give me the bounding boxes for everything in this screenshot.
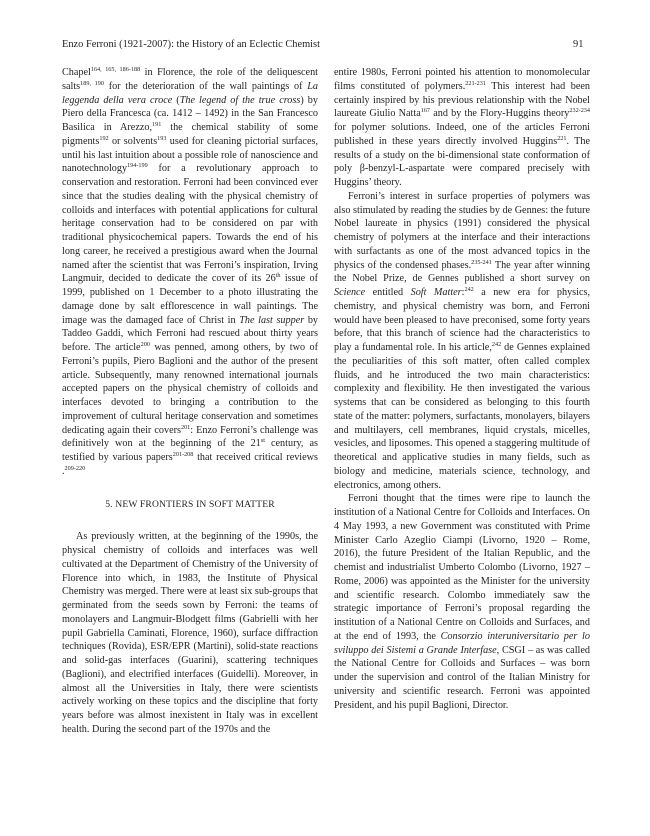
- paragraph: [334, 190, 590, 493]
- paragraph: [334, 66, 590, 190]
- italic-text: La leggenda della vera croce: [62, 80, 318, 106]
- citation-superscript: 167: [420, 107, 431, 115]
- section-heading: 5. NEW FRONTIERS IN SOFT MATTER: [105, 498, 275, 510]
- text-run: for the deterioration of the wall paintings of: [103, 80, 308, 92]
- citation-superscript: 164, 165, 186-188: [90, 66, 141, 73]
- left-column: [62, 66, 318, 737]
- text-run: and by the Flory-Huggins theory: [430, 108, 570, 120]
- text-run: As previously written, at the beginning of the 1990s, the physical chemistry of colloids and interfaces was well cultivated at the Department of Chemistry of the University of Florence into which, in 1983, the Institute of Physical Chemistry was merged. There were at least six sub-groups that germinated from the seeds sown by Ferroni: the teams of monolayers and Langmuir-Blodgett films (Gabrielli with her pupil Gabriella Caminati, Florence, 1960), surface diffraction techniques (Rovida), ESR/EPR (Martini), solid-state reactions and solid-gas interfaces (Guarini), scattering techniques (Baglioni), and electrified interfaces (Guidelli). Moreover, in almost all the Universities in Italy, there were scientists actively working on these topics and the discipline that forty years before was almost inexistent in Italy was in excellent health. During the second part of the 1970s and the: [62, 531, 318, 735]
- text-run: century, as testified by various papers: [62, 438, 319, 463]
- citation-superscript: 201-208: [172, 451, 194, 458]
- citation-superscript: 242: [464, 286, 474, 293]
- citation-superscript: 191: [152, 121, 162, 128]
- citation-superscript: st: [260, 437, 265, 445]
- citation-superscript: 201: [180, 423, 191, 431]
- citation-superscript: 232-234: [569, 107, 590, 115]
- text-run: . The results of a study on the bi-dimensional state conformation of poly β-benzyl-L-aspartate were compared precisely with Huggins’ theory.: [334, 135, 591, 188]
- text-run: (: [172, 94, 180, 106]
- text-run: entitled: [365, 287, 411, 298]
- text-run: Ferroni thought that the times were ripe to launch the institution of a National Centre for Colloids and Interfaces. On 4 May 1993, a new Government was constituted with Prime Minister Carlo Azeglio Ciampi (Livorno, 1920 – Rome, 2016), the future President of the Italian Republic, and the chemist and industrialist Umberto Colombo (Livorno, 1927 – Rome, 2006) was appointed as the Minister for the university and scientific research. Colombo immediately saw the strategic importance of Ferroni’s proposal regarding the institution of a National Centre on Colloids and Surfaces, and at the end of 1993, the: [334, 493, 590, 642]
- italic-text: Soft Matter: [410, 287, 462, 298]
- citation-superscript: 235-241: [471, 258, 492, 266]
- text-run: was penned, among others, by two of Ferroni’s pupils, Piero Baglioni and the author of the present article. Subsequently, many renowned international journals accepted papers on the physical chemistry of colloids and interfaces devoted to bringing a contribution to the improvement of cultural heritage conservation and sometimes dedicating again their covers: [62, 342, 319, 436]
- italic-text: Consorzio interuniversitario per lo sviluppo dei Sistemi a Grande Interfase: [334, 630, 590, 656]
- paragraph: [334, 492, 590, 712]
- citation-superscript: 221: [557, 134, 567, 142]
- text-run: ) by Piero della Francesca (ca. 1412 – 1492) in the San Francesco Basilica in Arezzo,: [62, 94, 318, 133]
- text-run: Ferroni’s interest in surface properties of polymers was also stimulated by reading the studies by de Gennes: the future Nobel laureate in physics (1991) considered the physical chemistry of polymers at the interface and their interactions with surfactants as one of the most advanced topics in the physics of the condensed phases.: [334, 190, 590, 271]
- text-run: by Taddeo Gaddi, which Ferroni had rescued about thirty years before. The article: [62, 314, 319, 353]
- text-run: for polymer solutions. Indeed, one of the articles Ferroni published in these years directly involved Huggins: [334, 122, 590, 147]
- text-run: in Florence, the role of the deliquescent salts: [62, 67, 319, 92]
- text-run: de Gennes explained the peculiarities of this soft matter, often called complex fluids, and he introduced the two main characteristics: complexity and flexibility. He then investigated the various systems that can be considered as belonging to this fourth state of the matter: polymers, surfactants, monolayers, bilayers and multilayers, cell membranes, liquid crystals, micelles, vesicles, and liposomes. This opened a staggering multitude of theoretical and applicative studies in many fields, such as biology and medicine, materials science, technology, and electronics, among others.: [334, 342, 590, 491]
- citation-superscript: 221-231: [465, 79, 486, 87]
- italic-text: Science: [334, 287, 366, 298]
- citation-superscript: 209-220: [64, 464, 86, 472]
- citation-superscript: 189, 190: [80, 79, 104, 87]
- paragraph: [62, 530, 318, 736]
- text-run: :: [461, 287, 465, 298]
- text-run: , CSGI – as was called the National Centre for Colloids and Surfaces – was born under the supervision and control of the Italian Ministry for university and scientific research. Ferroni was appointed President, and his pupil Baglioni, Director.: [334, 644, 590, 711]
- citation-superscript: 192: [99, 134, 109, 142]
- text-run: used for cleaning pictorial surfaces, until his last intuition about a possible role of nanoscience and nanotechnology: [62, 135, 318, 175]
- citation-superscript: 200: [140, 341, 150, 348]
- text-run: entire 1980s, Ferroni pointed his attention to monomolecular films constituted of polymers.: [334, 67, 590, 92]
- text-run: a new era for physics, chemistry, and physical chemistry was born, and Ferroni would have been pleased to have preconised, some forty years before, that this branch of science had the characteristics to play a fundamental role. In his article,: [334, 287, 590, 353]
- citation-superscript: 242: [491, 341, 502, 348]
- text-run: the chemical stability of some pigments: [62, 122, 319, 147]
- text-run: : Enzo Ferroni’s challenge was definitively won at the beginning of the 21: [62, 424, 318, 450]
- text-run: The year after winning the Nobel Prize, de Gennes published a short survey on: [334, 259, 590, 285]
- text-run: Chapel: [62, 67, 91, 78]
- citation-superscript: 193: [157, 134, 167, 142]
- text-run: issue of 1999, published on 1 December to a photo illustrating the damage done by salt efflorescence in wall paintings. The image was the damaged face of Christ in: [62, 273, 318, 326]
- italic-text: The legend of the true cross: [179, 94, 301, 106]
- text-run: for a revolutionary approach to conservation and restoration. Ferroni had been convinced ever since that the studies dealing with the physical chemistry of colloids and interfaces with potential applications for cultural heritage conservation had to be considered on par with traditional physicochemical papers. Towards the end of his long career, he received a prestigious award when the Journal named after the scientist that was Ferroni’s inspiration, Irving Langmuir, decided to dedicate the cover of its 26: [62, 163, 318, 285]
- paragraph: [62, 66, 318, 479]
- italic-text: The last supper: [239, 314, 305, 326]
- page-number: 91: [573, 39, 584, 50]
- text-run: or solvents: [108, 135, 158, 147]
- right-column: [334, 66, 590, 712]
- citation-superscript: 194-199: [127, 162, 148, 170]
- text-run: that received critical reviews .: [62, 452, 318, 477]
- citation-superscript: th: [275, 272, 281, 280]
- text-run: This interest had been certainly inspired by his previous relationship with the Nobel laureate Giulio Natta: [334, 80, 590, 120]
- running-title: Enzo Ferroni (1921-2007): the History of an Eclectic Chemist: [62, 39, 320, 50]
